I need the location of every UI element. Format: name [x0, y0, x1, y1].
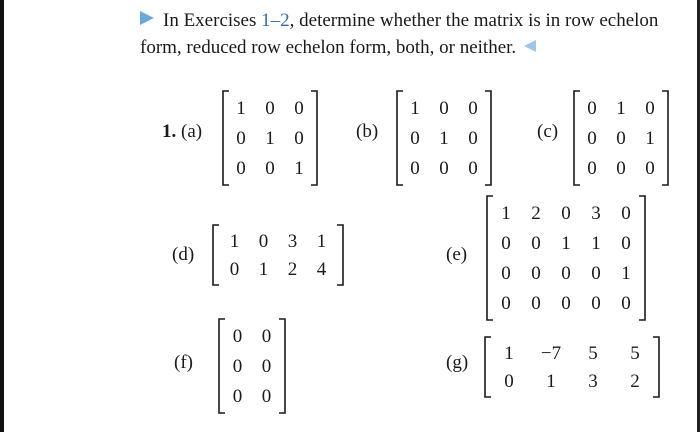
part-label-b: (b) [356, 121, 379, 142]
part-label-a [162, 122, 202, 142]
exercise-number: 1. [162, 121, 177, 142]
matrix-a [222, 90, 318, 186]
matrix-entry: 0 [501, 233, 511, 254]
matrix-entry: 0 [587, 128, 597, 149]
exercise-range-link[interactable]: 1–2 [261, 10, 290, 31]
matrix-entry: 2 [287, 259, 298, 280]
matrix-e [486, 195, 646, 321]
matrix-entry: 0 [501, 293, 511, 314]
matrix-entry: 0 [261, 386, 272, 407]
matrix-entry: 0 [591, 263, 601, 284]
matrix-entry: 0 [294, 128, 304, 149]
matrix-entry: 0 [645, 158, 655, 179]
part-label-g: (g) [446, 352, 469, 373]
matrix-entry: 1 [561, 233, 571, 254]
matrix-entry: 1 [294, 158, 304, 179]
matrix-entry: 0 [504, 371, 514, 392]
matrix-entry: 1 [504, 343, 514, 364]
matrix-entry: 0 [258, 231, 269, 252]
matrix-entry: 0 [561, 293, 571, 314]
matrix-entry: 0 [236, 158, 246, 179]
matrix-entry: 0 [294, 98, 304, 119]
instructions-text-end: , determine whether the matrix is in row echelon form, reduced row echelon form, both, or neither. [140, 10, 659, 58]
matrix-entry: 1 [546, 371, 556, 392]
matrix-entry: 1 [501, 203, 511, 224]
matrix-entry: 0 [265, 158, 275, 179]
part-label-d: (d) [172, 244, 195, 265]
matrix-entry: 0 [531, 293, 541, 314]
matrix-entry: 0 [232, 356, 243, 377]
matrix-entry: 0 [261, 356, 272, 377]
matrix-entry: 0 [587, 98, 597, 119]
matrix-c [573, 90, 669, 186]
matrix-entry: 1 [621, 263, 631, 284]
matrix-entry: 0 [591, 293, 601, 314]
matrix-entry: 1 [616, 98, 626, 119]
play-triangle-icon [140, 11, 154, 25]
matrix-entry: 0 [561, 203, 571, 224]
matrix-entry: 0 [410, 158, 420, 179]
matrix-entry: 4 [316, 259, 327, 280]
matrix-entry: 1 [591, 233, 601, 254]
matrix-entry: 0 [616, 158, 626, 179]
matrix-entry: 0 [468, 98, 478, 119]
matrix-entry: 1 [258, 259, 269, 280]
matrix-b [396, 90, 492, 186]
matrix-entry: 0 [229, 259, 240, 280]
instructions-text-start: In Exercises [163, 10, 262, 31]
matrix-entry: 3 [588, 371, 598, 392]
matrix-entry: 0 [561, 263, 571, 284]
matrix-f [218, 318, 286, 414]
matrix-entry: 1 [645, 128, 655, 149]
matrix-d [212, 224, 344, 286]
matrix-entry: 0 [468, 158, 478, 179]
matrix-entry: 0 [621, 293, 631, 314]
matrix-entry: 1 [229, 231, 240, 252]
matrix-entry: 0 [232, 326, 243, 347]
part-label-c: (c) [537, 121, 559, 142]
matrix-entry: 0 [439, 98, 449, 119]
matrix-entry: 2 [531, 203, 541, 224]
left-bracket [213, 225, 219, 285]
matrix-entry: 0 [587, 158, 597, 179]
matrix-entry: 0 [616, 128, 626, 149]
right-bracket [337, 225, 343, 285]
matrix-entry: 3 [287, 231, 298, 252]
matrix-entry: 1 [410, 98, 420, 119]
matrix-entry: 0 [645, 98, 655, 119]
matrix-entry: 0 [261, 326, 272, 347]
matrix-entry: 1 [265, 128, 275, 149]
part-a-label-text: (a) [181, 121, 203, 142]
matrix-entry: −7 [540, 343, 562, 364]
matrix-entry: 0 [232, 386, 243, 407]
matrix-entry: 0 [410, 128, 420, 149]
matrix-entry: 0 [265, 98, 275, 119]
matrix-entry: 1 [316, 231, 327, 252]
matrix-entry: 0 [531, 233, 541, 254]
matrix-entry: 0 [531, 263, 541, 284]
matrix-entry: 1 [236, 98, 246, 119]
matrix-entry: 5 [630, 343, 640, 364]
part-label-f: (f) [174, 352, 193, 373]
matrix-g [484, 336, 660, 398]
matrix-entry: 0 [236, 128, 246, 149]
matrix-entry: 0 [468, 128, 478, 149]
back-triangle-icon [524, 40, 536, 52]
matrix-entry: 0 [501, 263, 511, 284]
matrix-entry: 0 [621, 233, 631, 254]
exercise-instructions [140, 7, 685, 61]
matrix-entry: 5 [588, 343, 598, 364]
matrix-entry: 3 [591, 203, 601, 224]
matrix-entry: 0 [439, 158, 449, 179]
matrix-entry: 0 [621, 203, 631, 224]
left-edge [0, 0, 4, 432]
matrix-entry: 1 [439, 128, 449, 149]
matrix-entry: 2 [630, 371, 640, 392]
part-label-e: (e) [446, 244, 468, 265]
